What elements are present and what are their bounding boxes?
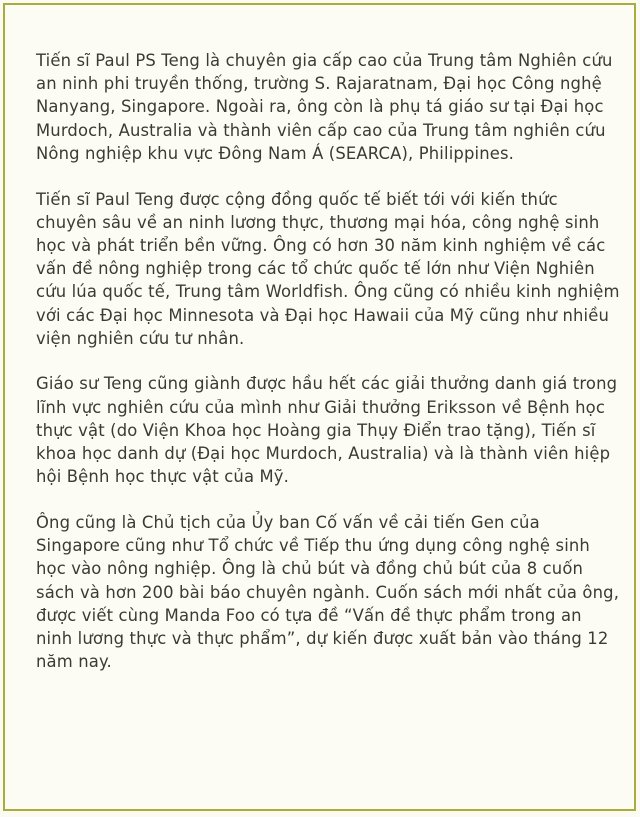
- bio-paragraph-4: Ông cũng là Chủ tịch của Ủy ban Cố vấn về cải tiến Gen của Singapore cũng như Tổ chức về Tiếp thu ứng dụng công nghệ sinh học vào nông nghiệp. Ông là chủ bút và đồng chủ bút của 8 cuốn sách và hơn 200 bài báo chuyên ngành. Cuốn sách mới nhất của ông, được viết cùng Manda Foo có tựa đề “Vấn đề thực phẩm trong an ninh lương thực và thực phẩm”, dự kiến được xuất bản vào tháng 12 năm nay.: [36, 512, 620, 672]
- bio-paragraph-3: Giáo sư Teng cũng giành được hầu hết các giải thưởng danh giá trong lĩnh vực nghiên cứu của mình như Giải thưởng Eriksson về Bệnh học thực vật (do Viện Khoa học Hoàng gia Thụy Điển trao tặng), Tiến sĩ khoa học danh dự (Đại học Murdoch, Australia) và là thành viên hiệp hội Bệnh học thực vật của Mỹ.: [36, 374, 618, 487]
- bio-paragraph-2: Tiến sĩ Paul Teng được cộng đồng quốc tế biết tới với kiến thức chuyên sâu về an ninh lương thực, thương mại hóa, công nghệ sinh học và phát triển bền vững. Ông có hơn 30 năm kinh nghiệm về các vấn đề nông nghiệp trong các tổ chức quốc tế lớn như Viện Nghiên cứu lúa quốc tế, Trung tâm Worldfish. Ông cũng có nhiều kinh nghiệm với các Đại học Minnesota và Đại học Hawaii của Mỹ cũng như nhiều viện nghiên cứu tư nhân.: [36, 189, 620, 348]
- bio-paragraph-1: Tiến sĩ Paul PS Teng là chuyên gia cấp cao của Trung tâm Nghiên cứu an ninh phi truyền thống, trường S. Rajaratnam, Đại học Công nghệ Nanyang, Singapore. Ngoài ra, ông còn là phụ tá giáo sư tại Đại học Murdoch, Australia và thành viên cấp cao của Trung tâm nghiên cứu Nông nghiệp khu vực Đông Nam Á (SEARCA), Philippines.: [36, 51, 613, 163]
- bio-text: [36, 49, 621, 673]
- bio-box: [3, 3, 636, 811]
